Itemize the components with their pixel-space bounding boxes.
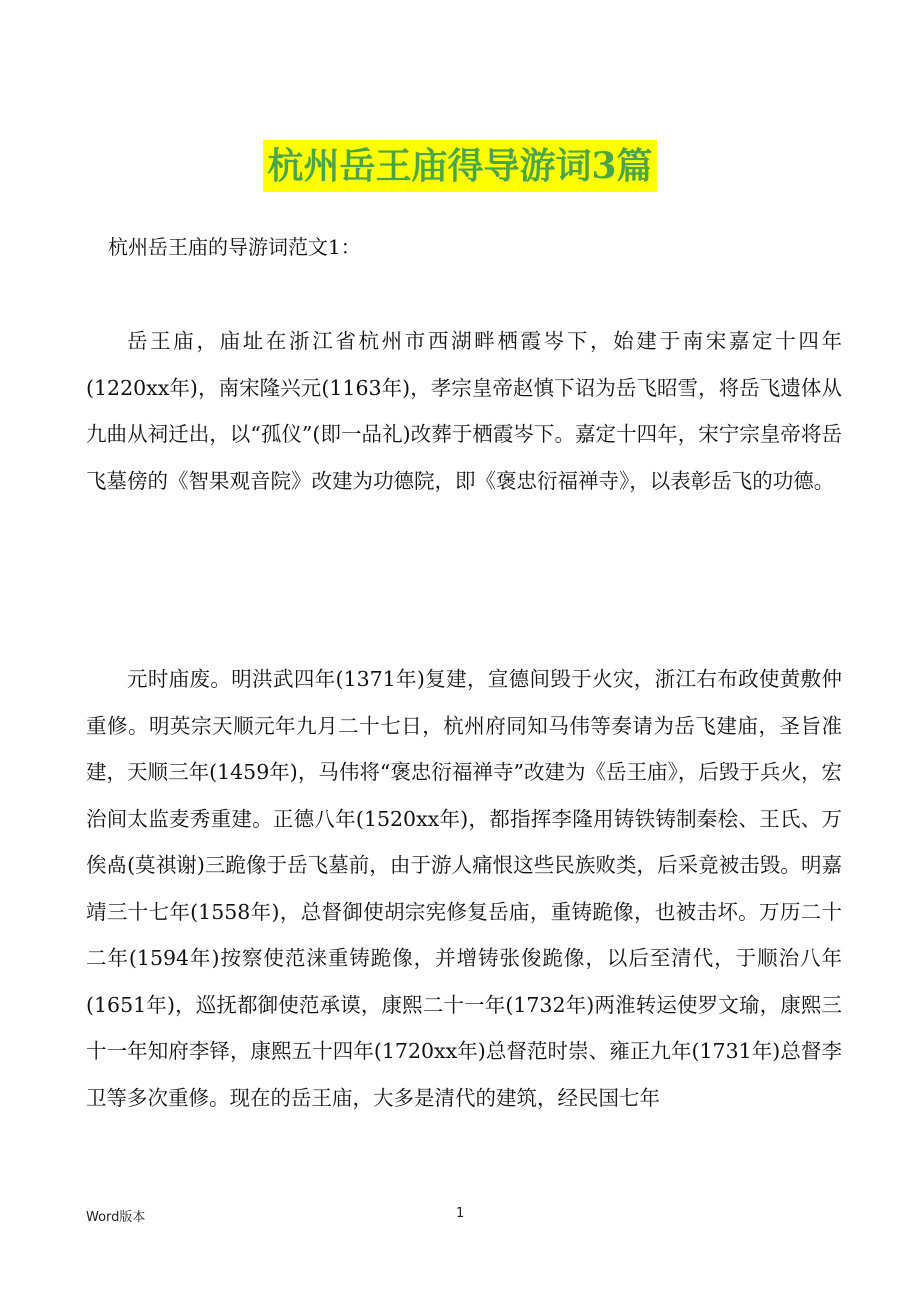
- footer-label: Word版本: [86, 1210, 146, 1225]
- section-subtitle: 杭州岳王庙的导游词范文1：: [108, 235, 361, 259]
- page-number: 1: [456, 1206, 465, 1221]
- document-title: 杭州岳王庙得导游词3篇: [263, 140, 656, 192]
- document-title-block: [0, 140, 920, 192]
- body-paragraph: 元时庙废。明洪武四年(1371年)复建，宣德间毁于火灾，浙江右布政使黄敷仲重修。明英宗天顺元年九月二十七日，杭州府同知马伟等奏请为岳飞建庙，圣旨准建，天顺三年(1459年)，马伟将“褒忠衍福禅寺”改建为《岳王庙》，后毁于兵火，宏治间太监麦秀重建。正德八年(1520xx年)，都指挥李隆用铸铁铸制秦桧、王氏、万俟卨(莫祺谢)三跪像于岳飞墓前，由于游人痛恨这些民族败类，后采竟被击毁。明嘉靖三十七年(1558年)，总督御使胡宗宪修复岳庙，重铸跪像，也被击坏。万历二十二年(1594年)按察使范涞重铸跪像，并增铸张俊跪像，以后至清代，于顺治八年(1651年)，巡抚都御使范承谟，康熙二十一年(1732年)两淮转运使罗文瑜，康熙三十一年知府李铎，康熙五十四年(1720xx年)总督范时崇、雍正九年(1731年)总督李卫等多次重修。现在的岳王庙，大多是清代的建筑，经民国七年: [86, 667, 842, 1110]
- body-paragraph: 岳王庙，庙址在浙江省杭州市西湖畔栖霞岑下，始建于南宋嘉定十四年(1220xx年)，南宋隆兴元(1163年)，孝宗皇帝赵慎下诏为岳飞昭雪，将岳飞遗体从九曲从祠迁出，以“孤仪”(即一品礼)改葬于栖霞岑下。嘉定十四年，宋宁宗皇帝将岳飞墓傍的《智果观音院》改建为功德院，即《褒忠衍福禅寺》，以表彰岳飞的功德。: [86, 329, 842, 493]
